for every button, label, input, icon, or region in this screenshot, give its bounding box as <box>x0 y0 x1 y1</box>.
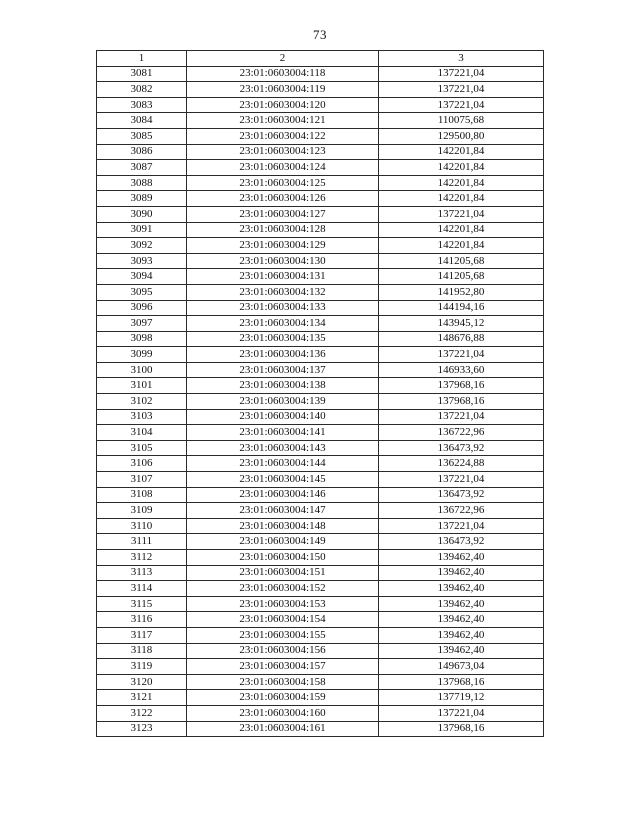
cell-row-number: 3119 <box>97 659 187 675</box>
cell-row-number: 3104 <box>97 425 187 441</box>
table-row <box>97 472 544 488</box>
table-row <box>97 503 544 519</box>
cell-value: 146933,60 <box>379 362 544 378</box>
table-row <box>97 627 544 643</box>
cell-row-number: 3115 <box>97 596 187 612</box>
cell-value: 136473,92 <box>379 487 544 503</box>
cell-value: 137221,04 <box>379 66 544 82</box>
cell-row-number: 3088 <box>97 175 187 191</box>
table-row <box>97 378 544 394</box>
cell-value: 137221,04 <box>379 518 544 534</box>
cell-value: 148676,88 <box>379 331 544 347</box>
table-row <box>97 331 544 347</box>
cell-row-number: 3099 <box>97 347 187 363</box>
cell-cadastral-number: 23:01:0603004:136 <box>187 347 379 363</box>
data-table <box>96 50 544 737</box>
cell-row-number: 3093 <box>97 253 187 269</box>
cell-row-number: 3097 <box>97 316 187 332</box>
cell-cadastral-number: 23:01:0603004:150 <box>187 550 379 566</box>
table-row <box>97 316 544 332</box>
table-row <box>97 674 544 690</box>
cell-row-number: 3103 <box>97 409 187 425</box>
cell-row-number: 3106 <box>97 456 187 472</box>
cell-cadastral-number: 23:01:0603004:144 <box>187 456 379 472</box>
cell-cadastral-number: 23:01:0603004:153 <box>187 596 379 612</box>
cell-row-number: 3118 <box>97 643 187 659</box>
cell-value: 142201,84 <box>379 175 544 191</box>
cell-cadastral-number: 23:01:0603004:145 <box>187 472 379 488</box>
cell-cadastral-number: 23:01:0603004:125 <box>187 175 379 191</box>
table-row <box>97 440 544 456</box>
cell-cadastral-number: 23:01:0603004:149 <box>187 534 379 550</box>
table-row <box>97 534 544 550</box>
table-row <box>97 128 544 144</box>
cell-value: 136473,92 <box>379 534 544 550</box>
header-column-1: 1 <box>97 51 187 67</box>
cell-row-number: 3086 <box>97 144 187 160</box>
cell-cadastral-number: 23:01:0603004:138 <box>187 378 379 394</box>
table-row <box>97 518 544 534</box>
cell-value: 137221,04 <box>379 409 544 425</box>
cell-row-number: 3089 <box>97 191 187 207</box>
table-row <box>97 238 544 254</box>
cell-row-number: 3101 <box>97 378 187 394</box>
table-row <box>97 362 544 378</box>
table-row <box>97 456 544 472</box>
cell-value: 137968,16 <box>379 674 544 690</box>
cell-value: 139462,40 <box>379 581 544 597</box>
cell-cadastral-number: 23:01:0603004:158 <box>187 674 379 690</box>
cell-cadastral-number: 23:01:0603004:137 <box>187 362 379 378</box>
cell-value: 129500,80 <box>379 128 544 144</box>
cell-cadastral-number: 23:01:0603004:139 <box>187 394 379 410</box>
cell-value: 136224,88 <box>379 456 544 472</box>
cell-cadastral-number: 23:01:0603004:151 <box>187 565 379 581</box>
cell-value: 137221,04 <box>379 472 544 488</box>
cell-value: 144194,16 <box>379 300 544 316</box>
cell-value: 139462,40 <box>379 643 544 659</box>
cell-row-number: 3117 <box>97 627 187 643</box>
cell-cadastral-number: 23:01:0603004:148 <box>187 518 379 534</box>
cell-row-number: 3121 <box>97 690 187 706</box>
cell-value: 139462,40 <box>379 612 544 628</box>
cell-row-number: 3122 <box>97 705 187 721</box>
cell-cadastral-number: 23:01:0603004:130 <box>187 253 379 269</box>
cell-value: 142201,84 <box>379 144 544 160</box>
cell-cadastral-number: 23:01:0603004:118 <box>187 66 379 82</box>
cell-row-number: 3092 <box>97 238 187 254</box>
table-body <box>97 66 544 737</box>
cell-cadastral-number: 23:01:0603004:122 <box>187 128 379 144</box>
cell-value: 137221,04 <box>379 705 544 721</box>
cell-cadastral-number: 23:01:0603004:119 <box>187 82 379 98</box>
header-column-3: 3 <box>379 51 544 67</box>
cell-cadastral-number: 23:01:0603004:160 <box>187 705 379 721</box>
cell-cadastral-number: 23:01:0603004:140 <box>187 409 379 425</box>
cell-cadastral-number: 23:01:0603004:156 <box>187 643 379 659</box>
cell-value: 137221,04 <box>379 82 544 98</box>
cell-value: 136722,96 <box>379 425 544 441</box>
table-row <box>97 253 544 269</box>
cell-value: 137968,16 <box>379 721 544 737</box>
cell-row-number: 3123 <box>97 721 187 737</box>
cell-value: 110075,68 <box>379 113 544 129</box>
cell-cadastral-number: 23:01:0603004:134 <box>187 316 379 332</box>
cell-value: 139462,40 <box>379 596 544 612</box>
cell-row-number: 3102 <box>97 394 187 410</box>
table-row <box>97 721 544 737</box>
cell-row-number: 3116 <box>97 612 187 628</box>
cell-value: 141205,68 <box>379 269 544 285</box>
header-column-2: 2 <box>187 51 379 67</box>
cell-row-number: 3107 <box>97 472 187 488</box>
cell-cadastral-number: 23:01:0603004:141 <box>187 425 379 441</box>
table-row <box>97 66 544 82</box>
table-row <box>97 565 544 581</box>
table-row <box>97 206 544 222</box>
table-row <box>97 300 544 316</box>
table-row <box>97 659 544 675</box>
cell-value: 137719,12 <box>379 690 544 706</box>
cell-cadastral-number: 23:01:0603004:146 <box>187 487 379 503</box>
cell-row-number: 3110 <box>97 518 187 534</box>
cell-value: 149673,04 <box>379 659 544 675</box>
cell-row-number: 3111 <box>97 534 187 550</box>
cell-cadastral-number: 23:01:0603004:143 <box>187 440 379 456</box>
cell-row-number: 3084 <box>97 113 187 129</box>
cell-value: 137968,16 <box>379 394 544 410</box>
table-row <box>97 596 544 612</box>
cell-value: 142201,84 <box>379 191 544 207</box>
cell-cadastral-number: 23:01:0603004:154 <box>187 612 379 628</box>
cell-cadastral-number: 23:01:0603004:133 <box>187 300 379 316</box>
table-row <box>97 222 544 238</box>
cell-value: 137968,16 <box>379 378 544 394</box>
cell-row-number: 3085 <box>97 128 187 144</box>
cell-cadastral-number: 23:01:0603004:155 <box>187 627 379 643</box>
cell-value: 142201,84 <box>379 222 544 238</box>
cell-value: 142201,84 <box>379 238 544 254</box>
cell-row-number: 3108 <box>97 487 187 503</box>
cell-row-number: 3095 <box>97 284 187 300</box>
table-header-row <box>97 51 544 67</box>
cell-cadastral-number: 23:01:0603004:161 <box>187 721 379 737</box>
cell-row-number: 3112 <box>97 550 187 566</box>
cell-value: 136473,92 <box>379 440 544 456</box>
cell-cadastral-number: 23:01:0603004:131 <box>187 269 379 285</box>
cell-cadastral-number: 23:01:0603004:152 <box>187 581 379 597</box>
cell-row-number: 3094 <box>97 269 187 285</box>
cell-cadastral-number: 23:01:0603004:159 <box>187 690 379 706</box>
table-row <box>97 347 544 363</box>
table-row <box>97 160 544 176</box>
cell-row-number: 3096 <box>97 300 187 316</box>
cell-cadastral-number: 23:01:0603004:124 <box>187 160 379 176</box>
table-header <box>97 51 544 67</box>
cell-value: 142201,84 <box>379 160 544 176</box>
cell-row-number: 3109 <box>97 503 187 519</box>
cell-cadastral-number: 23:01:0603004:127 <box>187 206 379 222</box>
cell-cadastral-number: 23:01:0603004:135 <box>187 331 379 347</box>
cell-value: 139462,40 <box>379 565 544 581</box>
cell-row-number: 3082 <box>97 82 187 98</box>
cell-row-number: 3091 <box>97 222 187 238</box>
cell-row-number: 3083 <box>97 97 187 113</box>
cell-row-number: 3098 <box>97 331 187 347</box>
table-row <box>97 705 544 721</box>
cell-cadastral-number: 23:01:0603004:126 <box>187 191 379 207</box>
cell-value: 141952,80 <box>379 284 544 300</box>
table-row <box>97 82 544 98</box>
cell-row-number: 3120 <box>97 674 187 690</box>
cell-row-number: 3105 <box>97 440 187 456</box>
cell-cadastral-number: 23:01:0603004:129 <box>187 238 379 254</box>
cell-value: 139462,40 <box>379 550 544 566</box>
cell-row-number: 3087 <box>97 160 187 176</box>
table-row <box>97 269 544 285</box>
cell-value: 139462,40 <box>379 627 544 643</box>
table-row <box>97 175 544 191</box>
table-row <box>97 144 544 160</box>
page-number: 73 <box>313 27 327 42</box>
table-row <box>97 409 544 425</box>
table-row <box>97 425 544 441</box>
cell-value: 141205,68 <box>379 253 544 269</box>
table-row <box>97 394 544 410</box>
cell-value: 143945,12 <box>379 316 544 332</box>
table-row <box>97 550 544 566</box>
table-row <box>97 113 544 129</box>
table-row <box>97 284 544 300</box>
cell-value: 137221,04 <box>379 97 544 113</box>
table-row <box>97 191 544 207</box>
table-row <box>97 643 544 659</box>
cell-row-number: 3090 <box>97 206 187 222</box>
cell-value: 137221,04 <box>379 206 544 222</box>
cell-cadastral-number: 23:01:0603004:121 <box>187 113 379 129</box>
cell-value: 136722,96 <box>379 503 544 519</box>
table-row <box>97 581 544 597</box>
cell-cadastral-number: 23:01:0603004:157 <box>187 659 379 675</box>
cell-cadastral-number: 23:01:0603004:123 <box>187 144 379 160</box>
table-row <box>97 487 544 503</box>
table-row <box>97 690 544 706</box>
cell-row-number: 3114 <box>97 581 187 597</box>
cell-row-number: 3100 <box>97 362 187 378</box>
cell-cadastral-number: 23:01:0603004:128 <box>187 222 379 238</box>
cell-row-number: 3113 <box>97 565 187 581</box>
cell-value: 137221,04 <box>379 347 544 363</box>
table-row <box>97 97 544 113</box>
cell-row-number: 3081 <box>97 66 187 82</box>
cell-cadastral-number: 23:01:0603004:147 <box>187 503 379 519</box>
cell-cadastral-number: 23:01:0603004:120 <box>187 97 379 113</box>
table-row <box>97 612 544 628</box>
cell-cadastral-number: 23:01:0603004:132 <box>187 284 379 300</box>
